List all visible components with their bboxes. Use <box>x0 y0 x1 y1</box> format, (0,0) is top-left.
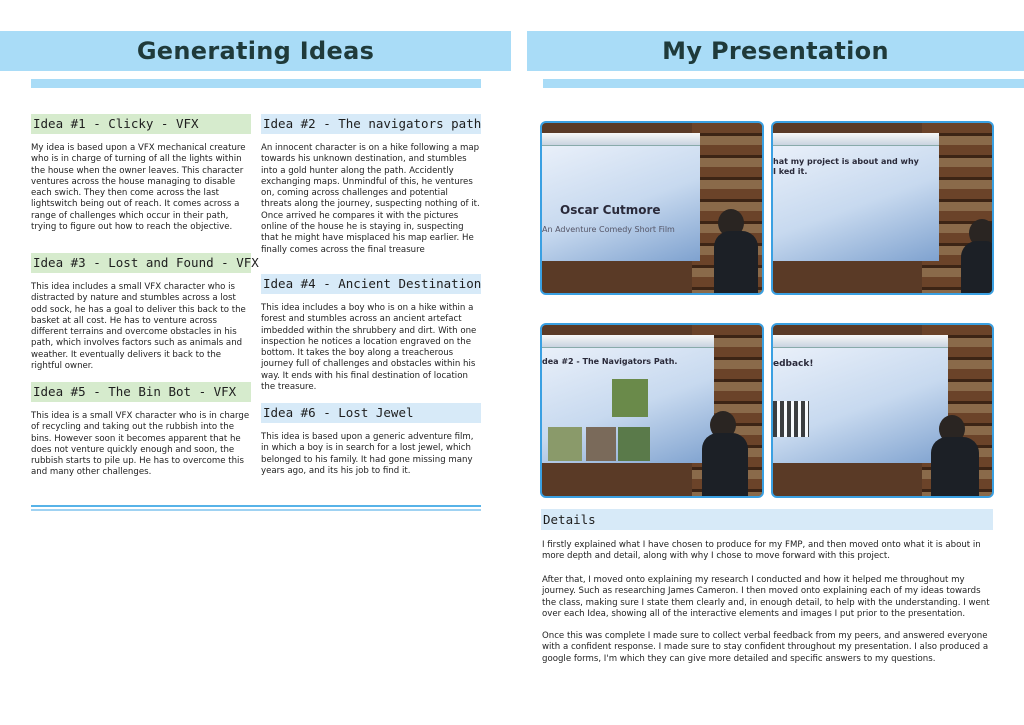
idea-3-text: This idea includes a small VFX character who is distracted by nature and stumbles across a lost odd sock, he has a goal to deliver this back to the basket at all cost. He has to venture across different terrains and overcome obstacles in his path, which involves factors such as animals and weather. It eventually delivers it back to the rightful owner. <box>31 282 246 372</box>
idea-4-text: This idea includes a boy who is on a hike within a forest and stumbles across an ancient artefact imbedded within the shrubbery and dirt. With one inspection he notices a location engraved on the bottom. It takes the boy along a treacherous journey full of challenges and obstacles within his way. It ends with his final destination of location the treasure. <box>261 303 477 393</box>
left-footer-line-2 <box>31 509 481 511</box>
idea-1-text: My idea is based upon a VFX mechanical creature who is in charge of turning of all the lights within the house when the owner leaves. This character ventures across the house managing to disable each swich. They then come across the last lightswitch being out of reach. It comes across a range of challenges which occur in their path, trying to figure out how to reach the objective. <box>31 143 246 233</box>
idea-2-heading: Idea #2 - The navigators path <box>261 114 481 134</box>
idea-2-text: An innocent character is on a hike following a map towards his unknown destination, and stumbles into a gold hunter along the path. Accidently exchanging maps. Unmindful of this, he ventures on, coming across challenges and potential threats along the journey, suspecting nothing of it. Once arrived he compares it with the pictures online of the house he is staying in, suspecting that he might have misplaced his map earlier. He finally comes across the final treasure <box>261 143 480 255</box>
details-paragraph-3: Once this was complete I made sure to collect verbal feedback from my peers, and answered everyone with a confident response. I made sure to stay confident throughout my presentation. I also produced a google forms, I'm which they can give more detailed and specific answers to my questions. <box>542 631 989 664</box>
page-title-left: Generating Ideas <box>136 37 375 65</box>
page-title-right: My Presentation <box>662 37 889 65</box>
idea-6-heading: Idea #6 - Lost Jewel <box>261 403 481 423</box>
idea-5-heading: Idea #5 - The Bin Bot - VFX <box>31 382 251 402</box>
right-title-underline <box>543 79 1024 88</box>
slide-3-title: dea #2 - The Navigators Path. <box>542 357 678 366</box>
details-paragraph-1: I firstly explained what I have chosen to produce for my FMP, and then moved onto what it is about in more depth and detail, along with why I chose to move forward with this project. <box>542 540 981 562</box>
left-title-band <box>0 31 511 71</box>
details-paragraph-2: After that, I moved onto explaining my research I conducted and how it helped me throughout my journey. Such as researching James Cameron. I then moved onto explaining each of my ideas towards the class, making sure I state them clearly and, in enough detail, to help with the understanding. I went over each Idea, showing all of the interactive elements and images I put prior to the presentation. <box>542 575 990 619</box>
right-title-band <box>527 31 1024 71</box>
presentation-photo-3 <box>540 323 764 498</box>
slide-1-subtitle: An Adventure Comedy Short Film <box>542 225 675 234</box>
slide-4-title: edback! <box>773 359 814 369</box>
presentation-photo-2 <box>771 121 994 295</box>
idea-5-text: This idea is a small VFX character who is in charge of recycling and taking out the rubbish into the bins. However soon it becomes apparent that he does not venture quickly enough and soon, the rubbish starts to pile up. He has to overcome this and many other challenges. <box>31 411 250 478</box>
details-heading-bar <box>541 509 993 530</box>
idea-6-text: This idea is based upon a generic adventure film, in which a boy is in search for a lost jewel, which belonged to his family. It had gone missing many years ago, and its his job to find it. <box>261 432 474 476</box>
idea-4-heading: Idea #4 - Ancient Destination <box>261 274 481 294</box>
presentation-photo-4 <box>771 323 994 498</box>
slide-1-title: Oscar Cutmore <box>560 203 661 217</box>
slide-2-title: hat my project is about and why I ked it. <box>773 157 919 176</box>
details-heading: Details <box>543 512 596 527</box>
idea-1-heading: Idea #1 - Clicky - VFX <box>31 114 251 134</box>
left-title-underline <box>31 79 481 88</box>
idea-3-heading: Idea #3 - Lost and Found - VFX <box>31 253 251 273</box>
qr-code-icon <box>773 401 809 437</box>
left-footer-line-1 <box>31 505 481 507</box>
presentation-photo-1 <box>540 121 764 295</box>
